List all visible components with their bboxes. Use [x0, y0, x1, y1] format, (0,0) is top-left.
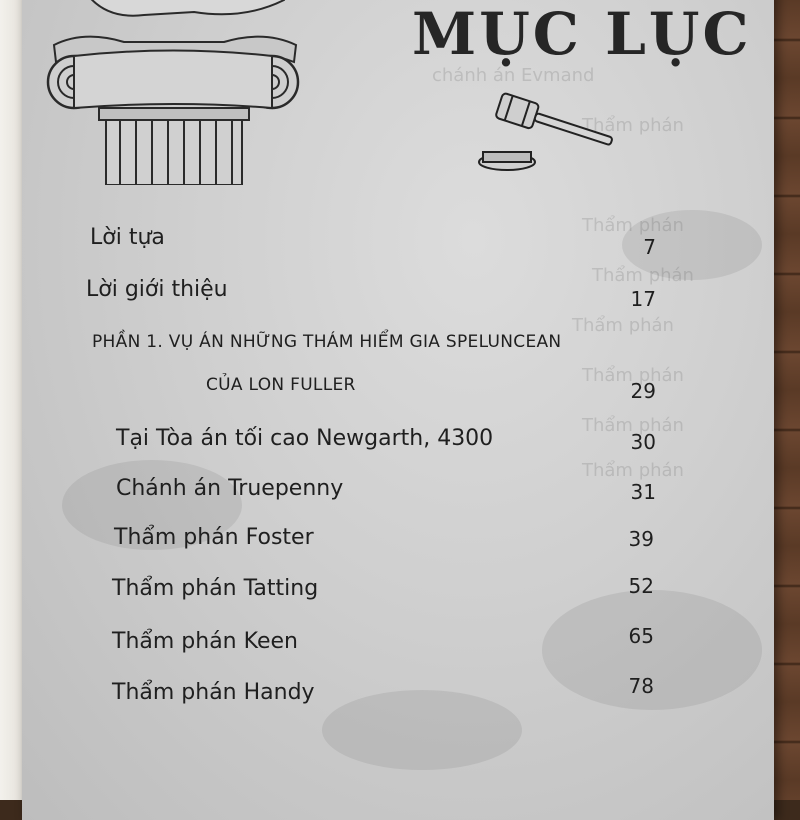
toc-entry-page: 39 [628, 527, 654, 551]
toc-entry-page: 7 [643, 235, 656, 259]
toc-part-label: PHẦN 1. VỤ ÁN NHỮNG THÁM HIỂM GIA SPELUNCEAN [92, 332, 562, 352]
toc-entry-label: Lời tựa [90, 225, 165, 250]
toc-entry-label: Thẩm phán Foster [114, 525, 314, 550]
toc-entry-label: Thẩm phán Tatting [112, 576, 319, 601]
toc-entry-page: 17 [630, 287, 656, 311]
toc-part-label-continued: CỦA LON FULLER [206, 375, 356, 395]
toc-entry-page: 52 [628, 574, 654, 598]
toc-entry-page: 78 [628, 674, 654, 698]
toc-entry-label: Tại Tòa án tối cao Newgarth, 4300 [116, 426, 494, 451]
toc-entry-label: Thẩm phán Handy [112, 680, 315, 705]
toc-entry-page: 65 [628, 624, 654, 648]
toc-entry-label: Chánh án Truepenny [116, 476, 344, 501]
stone-texture [322, 690, 522, 770]
toc-entry-page: 30 [630, 430, 656, 454]
pillar-illustration [44, 0, 304, 185]
toc-entry-label: Lời giới thiệu [86, 277, 228, 302]
toc-entry-page: 29 [630, 379, 656, 403]
gavel-icon [477, 90, 627, 180]
toc-entry-page: 31 [630, 480, 656, 504]
toc-entry-label: Thẩm phán Keen [112, 629, 298, 654]
book-page: chánh án Evmand Thẩm phán Thẩm phán Thẩm phán Thẩm phán Thẩm phán Thẩm phán Thẩm phán MỤC LỤC Lời tựa 7 Lời giới thiệu 17 PHẦN 1. VỤ ÁN NHỮNG THÁM HIỂM GIA SPELUNCEAN CỦA LON FULLER 29 Tại Tòa án tối cao Newgarth, 4300 30 Chánh án Truepenny 31 Thẩm phán Foster 39 Thẩm phán Tatting 52 Thẩm phán Keen 65 Thẩm phán Handy 78 [22, 0, 774, 820]
page-title: MỤC LỤC [412, 0, 752, 68]
